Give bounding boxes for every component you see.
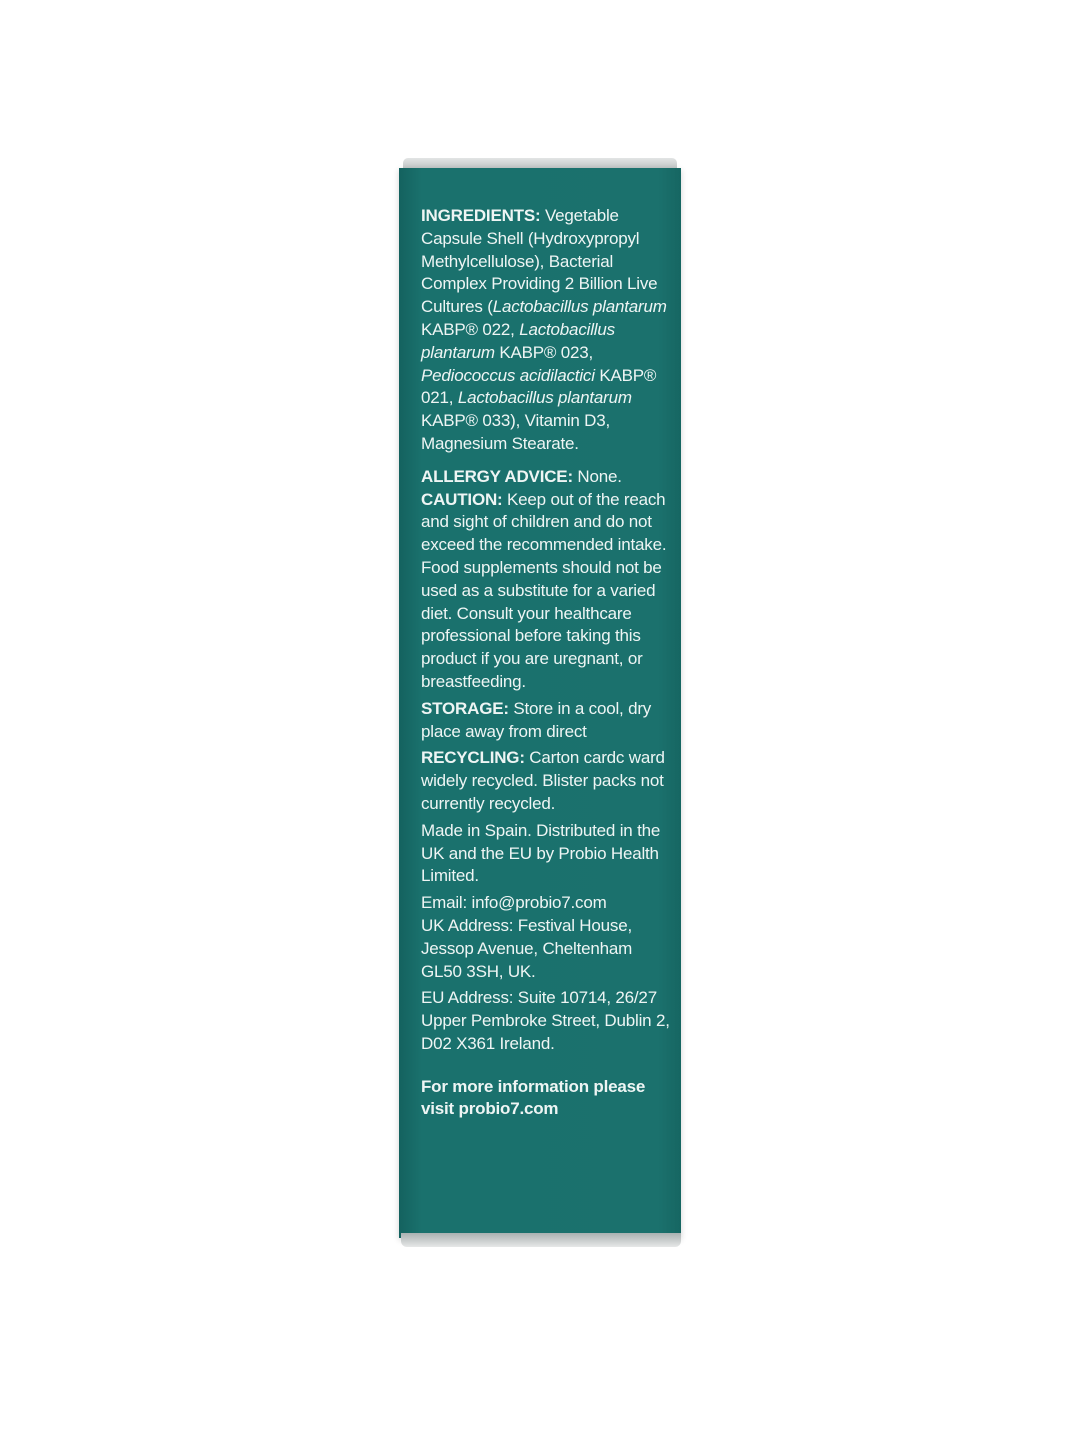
more-info-text: For more information please visit probio7.com bbox=[421, 1076, 646, 1119]
eu-address-text: EU Address: Suite 10714, 26/27 Upper Pembroke Street, Dublin 2, D02 X361 Ireland. bbox=[421, 988, 670, 1053]
storage-text: Store in a cool, dry place away from direct bbox=[421, 698, 652, 741]
allergy-heading: ALLERGY ADVICE: bbox=[421, 466, 573, 486]
strain-name: Lactobacillus plantarum bbox=[457, 388, 632, 408]
caution-section bbox=[421, 489, 673, 694]
ingredients-section bbox=[421, 205, 673, 456]
ingredients-text: Vegetable Capsule Shell (Hydroxypropyl Methylcellulose), Bacterial Complex Providing 2 Billion Live Cultures ( bbox=[421, 206, 658, 317]
strain-code: KABP® 022, bbox=[421, 319, 520, 339]
box-bottom-edge bbox=[401, 1233, 681, 1247]
recycling-section bbox=[421, 747, 673, 815]
strain-name: Pediococcus acidilactici bbox=[421, 365, 595, 385]
caution-text: Keep out of the reach and sight of children and do not exceed the recommended intake. Food supplements should not be used as a substitute for a varied diet. Consult your healthcare professional before taking this product if you are uregnant, or breastfeeding. bbox=[421, 489, 667, 691]
strain-code: KABP® 033), Vitamin D3, Magnesium Stearate. bbox=[421, 411, 611, 453]
strain-name: Lactobacillus plantarum bbox=[492, 297, 667, 317]
strain-code: KABP® 021, bbox=[421, 365, 657, 408]
email-text: Email: info@probio7.com bbox=[421, 893, 607, 913]
strain-name: Lactobacillus plantarum bbox=[421, 319, 615, 362]
strain-code: KABP® 023, bbox=[494, 342, 594, 362]
storage-section bbox=[421, 698, 673, 744]
recycling-heading: RECYCLING: bbox=[421, 748, 525, 768]
ingredients-heading: INGREDIENTS: bbox=[421, 206, 541, 225]
allergy-section bbox=[421, 466, 673, 489]
storage-heading: STORAGE: bbox=[421, 698, 509, 718]
caution-heading: CAUTION: bbox=[421, 489, 503, 509]
uk-address-text: UK Address: Festival House, Jessop Avenue, Cheltenham GL50 3SH, UK. bbox=[421, 915, 633, 981]
allergy-text: None. bbox=[572, 466, 622, 486]
label-text bbox=[421, 205, 673, 1121]
origin-text: Made in Spain. Distributed in the UK and the EU by Probio Health Limited. bbox=[421, 820, 661, 886]
recycling-text: Carton cardc ward widely recycled. Blister packs not currently recycled. bbox=[421, 748, 665, 813]
